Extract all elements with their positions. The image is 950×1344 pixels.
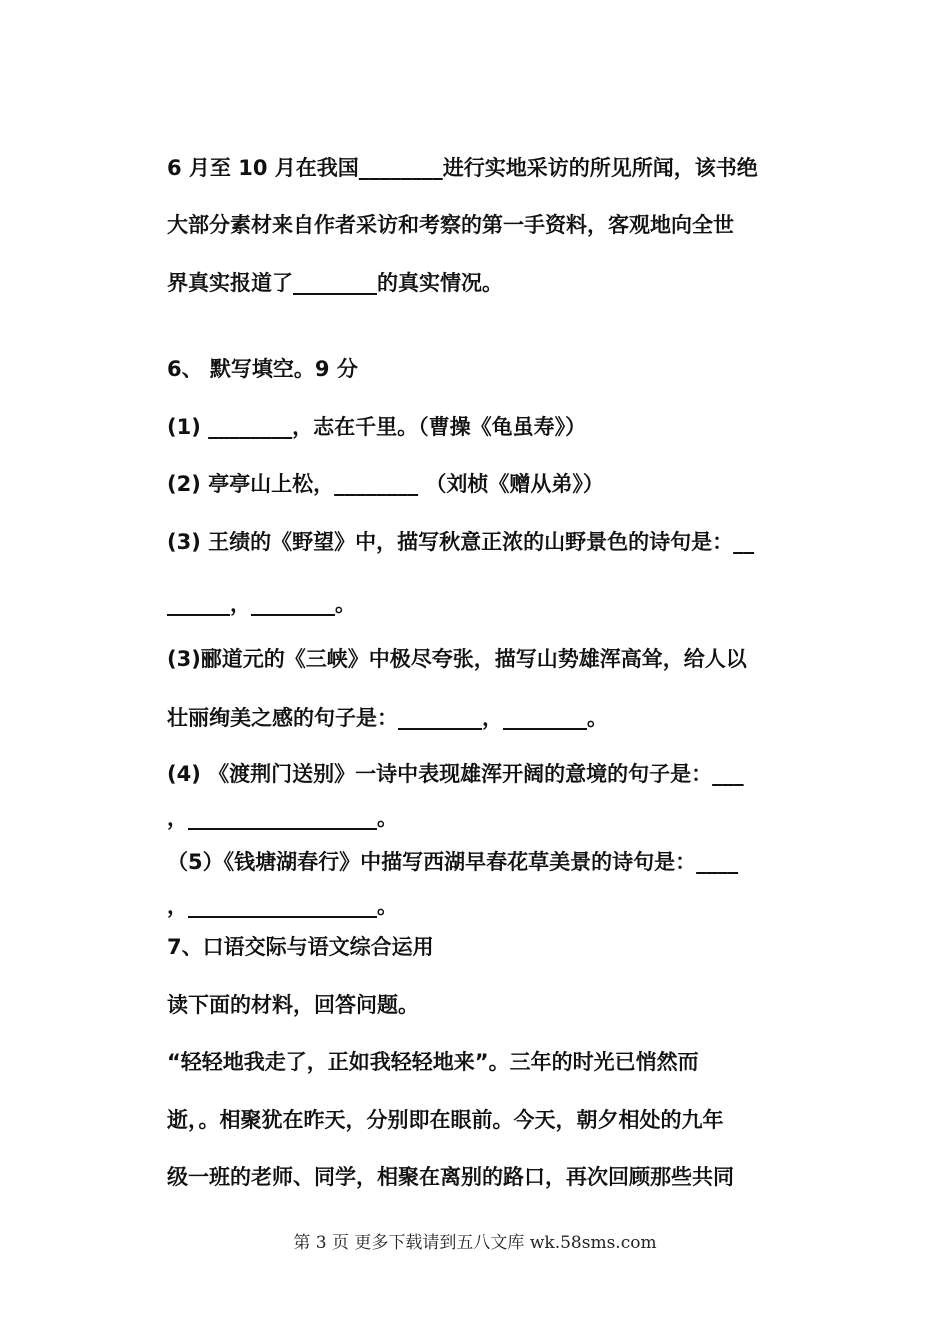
question-6-item-5-cont: ，__________________。: [167, 894, 398, 918]
question-6-item-3-cont: ______，________。: [167, 592, 356, 616]
material-line-3: 级一班的老师、同学，相聚在离别的路口，再次回顾那些共同: [167, 1165, 734, 1189]
question-6-item-1: (1) ________，志在千里。（曹操《龟虽寿》）: [167, 415, 587, 439]
question-6-item-3b-cont: 壮丽绚美之感的句子是：________，________。: [167, 706, 608, 730]
question-6-item-4-cont: ，__________________。: [167, 806, 398, 830]
material-line-2: 逝，。相聚犹在昨天，分别即在眼前。今天，朝夕相处的九年: [167, 1108, 724, 1132]
text-line-2: 大部分素材来自作者采访和考察的第一手资料，客观地向全世: [167, 213, 734, 237]
question-6-item-4: (4) 《渡荆门送别》一诗中表现雄浑开阔的意境的句子是：___: [167, 762, 744, 786]
question-6-item-3: (3) 王绩的《野望》中，描写秋意正浓的山野景色的诗句是：__: [167, 530, 755, 554]
question-6-item-5: （5）《钱塘湖春行》中描写西湖早春花草美景的诗句是：____: [167, 850, 739, 874]
page-footer: 第 3 页 更多下载请到五八文库 wk.58sms.com: [293, 1233, 657, 1253]
text-line-1: 6 月至 10 月在我国________进行实地采访的所见所闻，该书绝: [167, 156, 758, 180]
question-6-item-3b: (3)郦道元的《三峡》中极尽夸张，描写山势雄浑高耸，给人以: [167, 647, 747, 671]
question-7-instruction: 读下面的材料，回答问题。: [167, 993, 419, 1017]
text-line-3: 界真实报道了________的真实情况。: [167, 271, 503, 295]
question-6-heading: 6、 默写填空。9 分: [167, 357, 358, 381]
question-6-item-2: (2) 亭亭山上松，________ （刘桢《赠从弟》）: [167, 472, 604, 496]
material-line-1: “轻轻地我走了，正如我轻轻地来”。三年的时光已悄然而: [167, 1050, 699, 1074]
question-7-heading: 7、口语交际与语文综合运用: [167, 935, 434, 959]
